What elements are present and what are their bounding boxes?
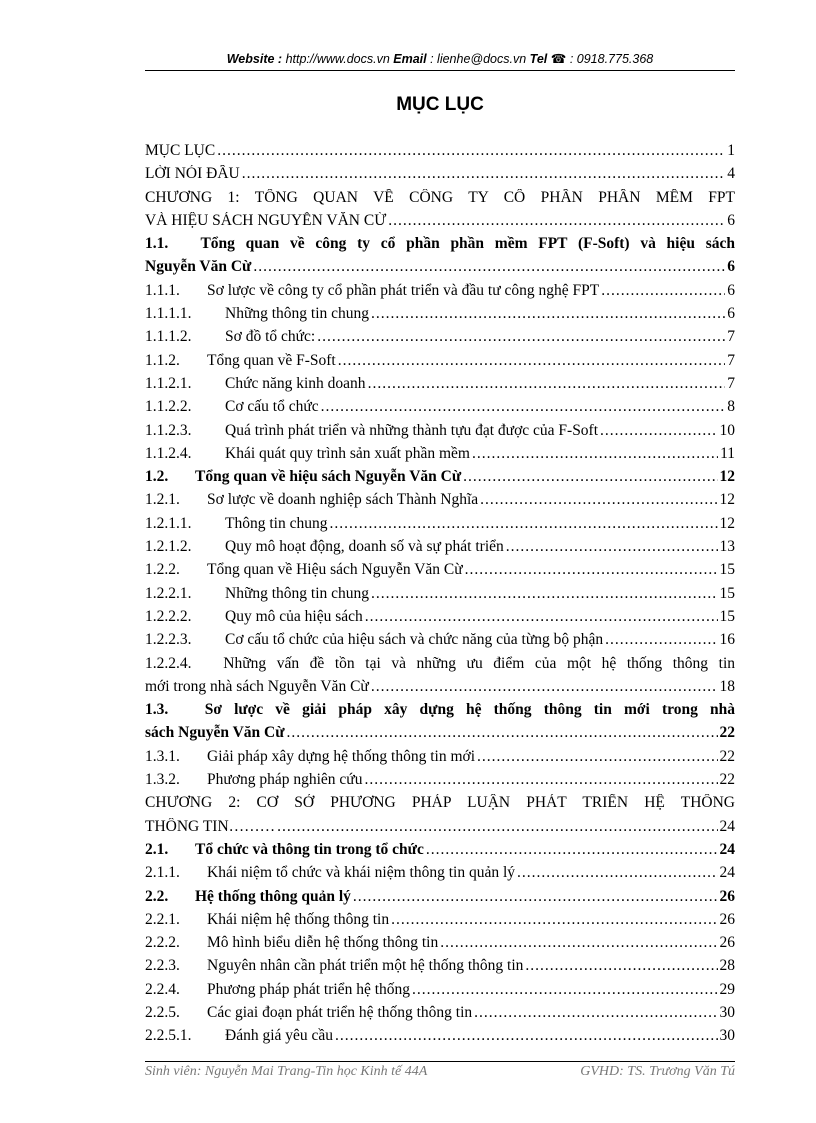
toc-entry-title: Nguyên nhân cần phát triển một hệ thống thông tin <box>207 957 524 975</box>
toc-entry-title: Sơ lược về giải pháp xây dựng hệ thống thông tin mới trong nhà <box>204 701 735 719</box>
toc-entry-title: Tổng quan về Hiệu sách Nguyễn Văn Cừ <box>207 561 463 579</box>
toc-entry-title: Quá trình phát triển và những thành tựu đạt được của F-Soft <box>225 421 599 439</box>
toc-entry-number: 1.3.1. <box>145 747 180 765</box>
toc-leader-dots <box>368 375 726 393</box>
email-address[interactable]: : lienhe@docs.vn <box>430 52 527 66</box>
toc-entry-number: 1.3.2. <box>145 771 180 789</box>
phone-icon: ☎ <box>550 52 567 66</box>
toc-entry-title: Những thông tin chung <box>225 305 370 323</box>
toc-leader-dots <box>477 748 717 766</box>
toc-entry-page: 15 <box>719 607 735 625</box>
toc-entry-title: MỤC LỤC <box>145 142 216 159</box>
toc-leader-dots <box>472 445 718 463</box>
toc-entry-page: 30 <box>719 1003 735 1021</box>
toc-entry[interactable] <box>145 888 735 911</box>
toc-leader-dots <box>600 422 717 440</box>
toc-entry[interactable] <box>145 771 735 794</box>
email-label: Email <box>393 52 427 66</box>
toc-leader-dots <box>480 491 717 509</box>
toc-entry-number: 1.2.1. <box>145 491 180 509</box>
toc-entry-number: 2.2.1. <box>145 910 180 928</box>
toc-entry-page: 7 <box>727 374 735 392</box>
toc-entry-number: 2.2.5.1. <box>145 1027 192 1045</box>
toc-entry[interactable] <box>145 398 735 421</box>
toc-entry-title: Sơ lược về công ty cổ phần phát triển và đầu tư công nghệ FPT <box>207 281 600 299</box>
toc-leader-dots <box>525 957 717 975</box>
toc-entry[interactable] <box>145 981 735 1004</box>
toc-entry[interactable] <box>145 748 735 771</box>
toc-entry-page: 24 <box>719 817 735 835</box>
toc-leader-dots <box>388 212 725 230</box>
toc-entry[interactable] <box>145 864 735 887</box>
toc-leader-dots <box>321 398 726 416</box>
toc-entry-title: Các giai đoạn phát triển hệ thống thông tin <box>207 1003 473 1021</box>
toc-leader-dots <box>605 631 717 649</box>
toc-entry[interactable] <box>145 701 735 724</box>
toc-entry[interactable] <box>145 352 735 375</box>
toc-entry-title: Những thông tin chung <box>225 584 370 602</box>
toc-entry-title: Khái quát quy trình sản xuất phần mềm <box>225 444 470 462</box>
toc-entry[interactable] <box>145 957 735 980</box>
toc-entry-number: 1.2.2.3. <box>145 631 192 649</box>
toc-entry-number: 1.1.1.1. <box>145 305 192 323</box>
toc-entry-page: 26 <box>719 887 735 905</box>
toc-entry-title: Tổng quan về hiệu sách Nguyễn Văn Cừ <box>195 468 462 486</box>
toc-entry[interactable] <box>145 1004 735 1027</box>
toc-entry-number: 2.2.4. <box>145 980 180 998</box>
toc-entry[interactable] <box>145 258 735 281</box>
toc-leader-dots <box>242 165 726 183</box>
toc-entry[interactable] <box>145 422 735 445</box>
page-header <box>145 51 735 66</box>
toc-entry-number: 1.2.2.2. <box>145 607 192 625</box>
toc-entry-title: Sơ lược về doanh nghiệp sách Thành Nghĩa <box>207 491 479 509</box>
toc-entry-title: Tổng quan về công ty cổ phần phần mềm FPT (F-Soft) và hiệu sách <box>200 235 735 253</box>
toc-entry-page: 30 <box>719 1027 735 1045</box>
toc-entry[interactable] <box>145 515 735 538</box>
toc-entry-title: CHƯƠNG 1: TỔNG QUAN VỀ CÔNG TY CỔ PHẦN PHẦN MỀM FPT <box>145 188 735 206</box>
toc-entry-number: 2.1.1. <box>145 864 180 882</box>
toc-entry-number: 1.1.1.2. <box>145 328 192 346</box>
toc-leader-dots <box>474 1004 717 1022</box>
toc-entry-page: 18 <box>719 677 735 695</box>
toc-leader-dots <box>371 678 718 696</box>
toc-entry-page: 13 <box>719 538 735 556</box>
toc-entry-title: Tổ chức và thông tin trong tổ chức <box>195 840 424 858</box>
toc-leader-dots <box>287 724 718 742</box>
toc-entry-number: 1.2. <box>145 468 169 486</box>
toc-entry[interactable] <box>145 189 735 212</box>
toc-entry-page: 24 <box>719 864 735 882</box>
website-url[interactable]: http://www.docs.vn <box>285 52 390 66</box>
tel-label: Tel <box>529 52 548 66</box>
toc-entry-page: 24 <box>719 840 735 858</box>
toc-leader-dots <box>506 538 718 556</box>
toc-entry-page: 22 <box>719 724 735 742</box>
toc-leader-dots <box>517 864 717 882</box>
toc-entry[interactable] <box>145 235 735 258</box>
toc-leader-dots <box>338 352 726 370</box>
toc-entry[interactable] <box>145 561 735 584</box>
toc-entry-title: Thông tin chung <box>225 514 328 532</box>
website-label: Website : <box>226 52 283 66</box>
toc-entry-page: 22 <box>719 747 735 765</box>
toc-entry-number: 1.2.1.2. <box>145 538 192 556</box>
toc-leader-dots <box>391 911 717 929</box>
toc-entry[interactable] <box>145 142 735 165</box>
toc-entry-page: 6 <box>727 305 735 323</box>
toc-entry-title: Chức năng kinh doanh <box>225 374 366 392</box>
toc-entry-page: 26 <box>719 910 735 928</box>
toc-entry-page: 12 <box>719 468 735 486</box>
toc-entry-number: 1.1.2. <box>145 351 180 369</box>
toc-entry-page: 12 <box>719 491 735 509</box>
toc-entry-number: 1.1.2.2. <box>145 398 192 416</box>
header-divider <box>145 70 735 71</box>
toc-entry-number: 2.2.2. <box>145 934 180 952</box>
toc-entry-number: 1.2.2.1. <box>145 584 192 602</box>
toc-leader-dots <box>426 841 718 859</box>
toc-entry-page: 12 <box>719 514 735 532</box>
toc-entry-page: 6 <box>727 281 735 299</box>
toc-entry[interactable] <box>145 911 735 934</box>
toc-entry[interactable] <box>145 678 735 701</box>
toc-entry-number: 1.1.2.3. <box>145 421 192 439</box>
toc-leader-dots <box>353 888 718 906</box>
toc-entry-title: Tổng quan về F-Soft <box>207 351 336 369</box>
toc-leader-dots <box>601 282 725 300</box>
toc-entry-number: 1.3. <box>145 701 169 719</box>
toc-leader-dots <box>335 1027 717 1045</box>
toc-entry-number: 2.2. <box>145 887 169 905</box>
toc-entry-title: Phương pháp phát triển hệ thống <box>207 980 410 998</box>
toc-leader-dots <box>412 981 718 999</box>
toc-entry-title: Phương pháp nghiên cứu <box>207 771 363 789</box>
toc-entry-title: Giải pháp xây dựng hệ thống thông tin mới <box>207 747 476 765</box>
toc-entry[interactable] <box>145 328 735 351</box>
toc-entry[interactable] <box>145 841 735 864</box>
toc-entry-title: Quy mô của hiệu sách <box>225 607 363 625</box>
toc-entry[interactable] <box>145 631 735 654</box>
toc-leader-dots <box>364 771 717 789</box>
toc-entry[interactable] <box>145 608 735 631</box>
toc-entry-title: Sơ đồ tổ chức: <box>225 328 316 346</box>
table-of-contents <box>145 142 735 1051</box>
toc-entry-number: 1.1.2.4. <box>145 444 192 462</box>
toc-entry[interactable] <box>145 212 735 235</box>
toc-entry-number: 2.1. <box>145 840 169 858</box>
toc-entry-title: Đánh giá yêu cầu <box>225 1027 334 1045</box>
toc-entry-page: 11 <box>720 444 735 462</box>
page-title: MỤC LỤC <box>396 94 484 115</box>
toc-entry[interactable] <box>145 585 735 608</box>
toc-entry-number: 1.1.1. <box>145 281 180 299</box>
toc-entry-title: Những vấn đề tồn tại và những ưu điểm của một hệ thống thông tin <box>223 654 735 672</box>
toc-entry-page: 6 <box>727 258 735 276</box>
toc-entry-page: 7 <box>727 328 735 346</box>
toc-entry[interactable] <box>145 724 735 747</box>
toc-entry-number: 1.2.2.4. <box>145 654 192 672</box>
toc-entry-page: 16 <box>719 631 735 649</box>
footer-divider <box>145 1061 735 1062</box>
toc-entry-page: 15 <box>719 584 735 602</box>
toc-entry-title: Khái niệm hệ thống thông tin <box>207 910 390 928</box>
toc-entry-number: 2.2.3. <box>145 957 180 975</box>
toc-entry[interactable] <box>145 305 735 328</box>
toc-entry-title: mới trong nhà sách Nguyễn Văn Cừ <box>145 677 369 695</box>
toc-entry-title: sách Nguyễn Văn Cừ <box>145 724 285 742</box>
footer-student: Sinh viên: Nguyễn Mai Trang-Tin học Kinh tế 44A <box>145 1064 428 1079</box>
toc-entry-number: 1.2.2. <box>145 561 180 579</box>
toc-entry[interactable] <box>145 934 735 957</box>
toc-entry-page: 26 <box>719 934 735 952</box>
toc-entry-page: 8 <box>727 398 735 416</box>
toc-leader-dots <box>317 328 725 346</box>
toc-entry-page: 4 <box>727 165 735 183</box>
toc-entry-title: Khái niệm tổ chức và khái niệm thông tin quản lý <box>207 864 516 882</box>
toc-entry-page: 6 <box>727 211 735 229</box>
toc-entry[interactable] <box>145 818 735 841</box>
toc-entry[interactable] <box>145 655 735 678</box>
toc-entry-number: 1.1. <box>145 235 169 253</box>
toc-entry[interactable] <box>145 1027 735 1050</box>
tel-number: : 0918.775.368 <box>569 52 654 66</box>
toc-entry-title: Nguyễn Văn Cừ <box>145 258 252 276</box>
toc-entry-number: 2.2.5. <box>145 1003 180 1021</box>
toc-leader-dots <box>465 561 718 579</box>
toc-entry-page: 29 <box>719 980 735 998</box>
toc-leader-dots <box>277 818 717 836</box>
toc-entry[interactable] <box>145 165 735 188</box>
toc-entry-number: 1.1.2.1. <box>145 374 192 392</box>
toc-entry-title: VÀ HIỆU SÁCH NGUYỄN VĂN CỪ <box>145 211 387 229</box>
toc-entry-page: 28 <box>719 957 735 975</box>
toc-entry-title: Cơ cấu tổ chức <box>225 398 319 416</box>
toc-entry-page: 22 <box>719 771 735 789</box>
toc-leader-dots <box>253 258 725 276</box>
toc-entry-number: 1.2.1.1. <box>145 514 192 532</box>
footer-advisor: GVHD: TS. Trương Văn Tú <box>580 1064 735 1079</box>
toc-entry-page: 10 <box>719 421 735 439</box>
toc-entry-title: Hệ thống thông quản lý <box>195 887 351 905</box>
toc-leader-dots <box>440 934 717 952</box>
toc-entry-title: Cơ cấu tổ chức của hiệu sách và chức năng của từng bộ phận <box>225 631 604 649</box>
toc-entry-title: Mô hình biểu diễn hệ thống thông tin <box>207 934 439 952</box>
toc-entry-page: 15 <box>719 561 735 579</box>
toc-leader-dots <box>329 515 717 533</box>
toc-entry-title: LỜI NÓI ĐẦU <box>145 165 240 183</box>
toc-entry-page: 1 <box>727 142 735 159</box>
toc-entry[interactable] <box>145 538 735 561</box>
toc-leader-dots <box>463 468 717 486</box>
toc-entry[interactable] <box>145 491 735 514</box>
toc-entry[interactable] <box>145 794 735 817</box>
toc-entry[interactable] <box>145 468 735 491</box>
toc-entry[interactable] <box>145 375 735 398</box>
toc-entry[interactable] <box>145 282 735 305</box>
toc-leader-dots <box>371 585 717 603</box>
toc-entry-page: 7 <box>727 351 735 369</box>
toc-entry[interactable] <box>145 445 735 468</box>
toc-leader-dots <box>365 608 718 626</box>
toc-entry-title: THÔNG TIN……… <box>145 817 276 835</box>
toc-leader-dots <box>217 142 725 160</box>
toc-entry-title: CHƯƠNG 2: CƠ SỞ PHƯƠNG PHÁP LUẬN PHÁT TRIỂN HỆ THỐNG <box>145 794 735 812</box>
toc-leader-dots <box>371 305 725 323</box>
toc-entry-title: Quy mô hoạt động, doanh số và sự phát triển <box>225 538 504 556</box>
